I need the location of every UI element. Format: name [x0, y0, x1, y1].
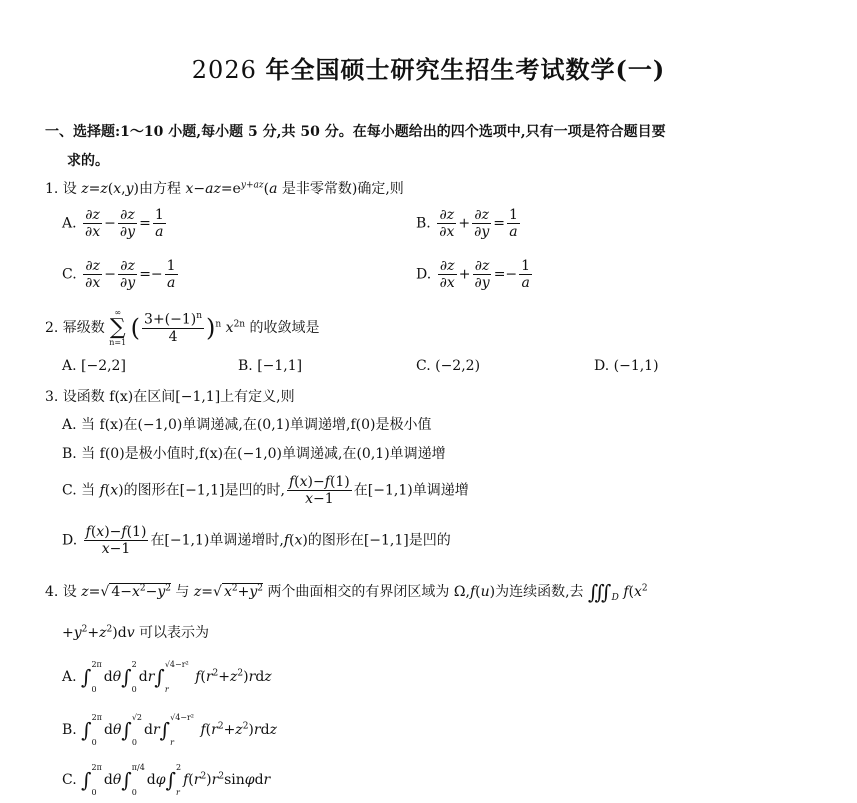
- q1-option-a: A. $\frac{\partial z}{\partial x}$ − $\frac{\partial z}{\partial y}$ = $\frac{1}{a}$: [62, 207, 164, 241]
- q4-option-a: A. ∫ 2π 0 dθ∫ 2 0 dr∫ √4−r² r $f(r^2+z^2)rdz$: [62, 660, 272, 694]
- title-text: 年全国硕士研究生招生考试数学(一): [265, 55, 666, 84]
- q1-option-b: B. $\frac{\partial z}{\partial x}$ + $\frac{\partial z}{\partial y}$ = $\frac{1}{a}$: [416, 207, 518, 241]
- q1-option-c: C. $\frac{\partial z}{\partial x}$ − $\frac{\partial z}{\partial y}$ =− $\frac{1}{a}$: [62, 258, 176, 292]
- q2-option-b: B. [−1,1]: [238, 358, 303, 374]
- section-heading-line2: 求的。: [67, 153, 109, 169]
- page-title: [0, 50, 857, 85]
- title-year: 2026: [191, 56, 257, 84]
- q3-option-d: D. $\frac{f(x)-f(1)}{x-1}$ 在[−1,1)单调递增时,f(x)的图形在[−1,1]是凹的: [62, 524, 451, 558]
- q2-option-a: A. [−2,2]: [62, 358, 126, 374]
- q1-option-d: D. $\frac{\partial z}{\partial x}$ + $\frac{\partial z}{\partial y}$ =− $\frac{1}{a}$: [416, 258, 531, 292]
- q3-stem: 3. 设函数 f(x)在区间[−1,1]上有定义,则: [45, 389, 295, 405]
- q1-stem: 1. 设 z=z(x,y)由方程 $x-az=e^{y+az}(a$ 是非零常数)确定,则: [45, 180, 404, 197]
- q2-option-c: C. (−2,2): [416, 358, 481, 374]
- q3-option-a: A. 当 f(x)在(−1,0)单调递减,在(0,1)单调递增,f(0)是极小值: [62, 417, 432, 433]
- section-heading-line1: 一、选择题:1～10 小题,每小题 5 分,共 50 分。在每小题给出的四个选项中,只有一项是符合题目要: [45, 124, 666, 140]
- q4-stem-line2: $+y^2+z^2)dv$ 可以表示为: [62, 624, 210, 641]
- q3-option-c: C. 当 f(x)的图形在[−1,1]是凹的时, $\frac{f(x)-f(1)}{x-1}$ 在[−1,1)单调递增: [62, 474, 469, 508]
- q2-option-d: D. (−1,1): [594, 358, 659, 374]
- q4-stem-line1: 4. 设 z=√ $4-x^2-y^2$ 与 z=√ $x^2+y^2$ 两个曲面相交的有界闭区域为 Ω,f(u)为连续函数,去 $∭_D$ $f(x^2$: [45, 580, 648, 604]
- q4-option-c: C. ∫ 2π 0 dθ∫ π/4 0 dφ∫ 2 r $f(r^2)r^2\sin\varphi dr$: [62, 763, 271, 797]
- q4-option-b: B. ∫ 2π 0 dθ∫ √2 0 dr∫ √4−r² r $f(r^2+z^2)rdz$: [62, 713, 277, 747]
- q3-option-b: B. 当 f(0)是极小值时,f(x)在(−1,0)单调递减,在(0,1)单调递增: [62, 446, 446, 462]
- q2-stem: 2. 幂级数 ∞ ∑ n=1 ( $\frac{3+(-1)^n}{4}$ )$^n$ $x^{2n}$ 的收敛域是: [45, 308, 320, 347]
